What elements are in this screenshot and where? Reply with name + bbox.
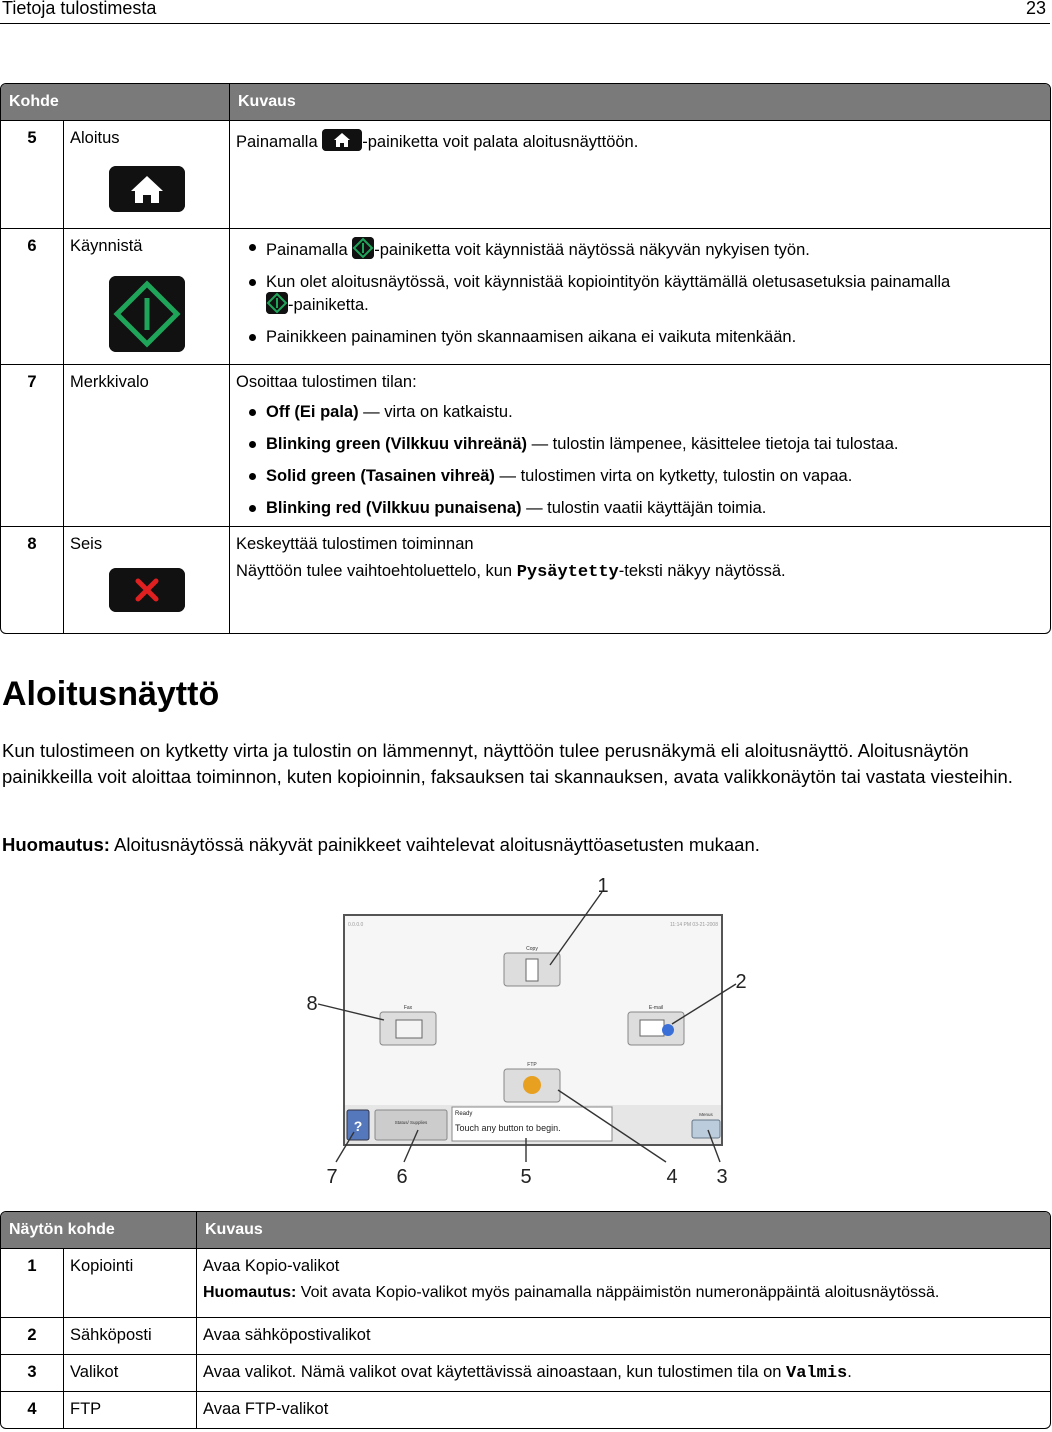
- callout-1: 1: [597, 875, 609, 897]
- list-item: Solid green (Tasainen vihreä) — tulostimen virta on kytketty, tulostin on vapaa.: [236, 466, 1044, 486]
- body-paragraph: Kun tulostimeen on kytketty virta ja tulostin on lämmennyt, näyttöön tulee perusnäkymä eli aloitusnäyttö. Aloitusnäytön painikkeilla voit aloittaa toiminnon, kuten kopioinnin, faksauksen tai skannauksen, avata valikkonäytön tai vastata viesteihin.: [2, 740, 1013, 787]
- list-item: Blinking red (Vilkkuu punaisena) — tulostin vaatii käyttäjän toimia.: [236, 498, 1044, 518]
- row-number: 4: [1, 1391, 63, 1428]
- table-row: [1, 1317, 1050, 1354]
- row-desc: Avaa sähköpostivalikot: [196, 1317, 1050, 1354]
- callout-2: 2: [735, 971, 747, 993]
- svg-text:?: ?: [353, 1118, 363, 1134]
- row-name: [63, 526, 229, 633]
- callout-4: 4: [666, 1166, 678, 1188]
- control-panel-table: [0, 83, 1051, 634]
- row-desc: Keskeyttää tulostimen toiminnan Näyttöön tulee vaihtoehtoluettelo, kun Pysäytetty-teksti näkyy näytössä.: [229, 526, 1050, 633]
- copy-label: Copy: [526, 946, 538, 952]
- ftp-button: [504, 1069, 560, 1102]
- list-item: Blinking green (Vilkkuu vihreänä) — tulostin lämpenee, käsittelee tietoja tai tulostaa.: [236, 434, 1044, 454]
- row-number: 8: [1, 526, 63, 633]
- callout-3: 3: [716, 1166, 728, 1188]
- row-name: Valikot: [63, 1354, 196, 1391]
- list-item: Off (Ei pala) — virta on katkaistu.: [236, 402, 1044, 422]
- start-icon: [266, 292, 288, 314]
- stop-icon: [109, 568, 185, 612]
- home-icon: [322, 129, 362, 151]
- home-screen-figure: [300, 870, 760, 1190]
- row-name: Merkkivalo: [63, 364, 229, 526]
- list-item: Painamalla -painiketta voit käynnistää näytössä näkyvän nykyisen työn.: [236, 237, 1044, 260]
- ftp-label: FTP: [527, 1062, 537, 1068]
- page-number: 23: [1025, 0, 1046, 18]
- status-message: [452, 1107, 612, 1141]
- table-row: [1, 1249, 1050, 1317]
- note-paragraph: Huomautus: Aloitusnäytössä näkyvät painikkeet vaihtelevat aloitusnäyttöasetusten mukaan.: [2, 834, 760, 855]
- svg-text:Ready: Ready: [455, 1111, 473, 1117]
- table-row: [1, 1391, 1050, 1428]
- row-desc: Osoittaa tulostimen tilan: Off (Ei pala) — virta on katkaistu. Blinking green (Vilkkuu vihreänä) — tulostin lämpenee, käsittelee tietoja tai tulostaa. Solid green (Tasainen vihreä) — tulostimen virta on kytketty, tulostin on vapaa. Blinking red (Vilkkuu punaisena) — tulostin vaatii käyttäjän toimia.: [229, 364, 1050, 526]
- col-header-desc: Kuvaus: [229, 84, 1050, 121]
- row-number: 3: [1, 1354, 63, 1391]
- row-desc: Avaa valikot. Nämä valikot ovat käytettävissä ainoastaan, kun tulostimen tila on Valmis.: [196, 1354, 1050, 1391]
- menus-button: [692, 1120, 720, 1138]
- copy-button: [504, 953, 560, 986]
- callout-5: 5: [520, 1166, 532, 1188]
- section-heading: Aloitusnäyttö: [2, 675, 220, 713]
- svg-text:Status/ Supplies: Status/ Supplies: [394, 1120, 428, 1125]
- row-desc: Avaa Kopio-valikot Huomautus: Voit avata Kopio-valikot myös painamalla näppäimistön numeronäppäintä aloitusnäytössä.: [196, 1249, 1050, 1317]
- row-number: 6: [1, 228, 63, 364]
- row-desc: Painamalla -painiketta voit palata aloitusnäyttöön.: [229, 121, 1050, 228]
- email-button: [628, 1012, 684, 1045]
- row-name-text: Aloitus: [70, 129, 120, 147]
- list-item: Kun olet aloitusnäytössä, voit käynnistää kopiointityön käyttämällä oletusasetuksia painamalla -painiketta.: [236, 272, 1044, 315]
- col-header-item: Kohde: [1, 84, 229, 121]
- start-icon: [352, 237, 374, 259]
- email-label: E-mail: [648, 1005, 664, 1011]
- svg-text:Touch any button to begin.: Touch any button to begin.: [455, 1123, 561, 1133]
- row-name: Kopiointi: [63, 1249, 196, 1317]
- row-desc: [229, 228, 1050, 364]
- row-number: 1: [27, 1257, 37, 1275]
- row-name-text: Seis: [70, 535, 103, 553]
- table-row: [1, 364, 1050, 526]
- help-button: [347, 1110, 369, 1140]
- col-header-item: Näytön kohde: [1, 1212, 196, 1249]
- section-title: Tietoja tulostimesta: [2, 0, 157, 18]
- home-icon: [109, 166, 185, 212]
- list-item: Painikkeen painaminen työn skannaamisen aikana ei vaikuta mitenkään.: [236, 327, 1044, 347]
- table-row: [1, 1354, 1050, 1391]
- page-header: [0, 0, 1050, 24]
- row-name: [63, 228, 229, 364]
- col-header-desc: Kuvaus: [196, 1212, 1050, 1249]
- row-name: FTP: [63, 1391, 196, 1428]
- callout-6: 6: [396, 1166, 408, 1188]
- screen-address: 0.0.0.0: [348, 922, 364, 928]
- row-number: 5: [27, 129, 37, 147]
- row-number: 7: [1, 364, 63, 526]
- table-row: [1, 526, 1050, 633]
- callout-8: 8: [306, 993, 318, 1015]
- table-row: [1, 228, 1050, 364]
- row-desc: Avaa FTP-valikot: [196, 1391, 1050, 1428]
- row-name: Sähköposti: [63, 1317, 196, 1354]
- table-row: [1, 121, 1050, 228]
- screen-datetime: 11:14 PM 03-21-2008: [670, 922, 718, 928]
- home-screen-table: [0, 1211, 1051, 1429]
- row-name-text: Käynnistä: [70, 237, 143, 255]
- start-icon: [109, 276, 185, 352]
- status-supplies-button: [375, 1110, 447, 1140]
- row-number: 2: [1, 1317, 63, 1354]
- fax-label: Fax: [403, 1005, 413, 1011]
- menus-label: Menus: [699, 1112, 713, 1117]
- fax-button: [380, 1012, 436, 1045]
- row-name: [63, 121, 229, 228]
- callout-7: 7: [326, 1166, 338, 1188]
